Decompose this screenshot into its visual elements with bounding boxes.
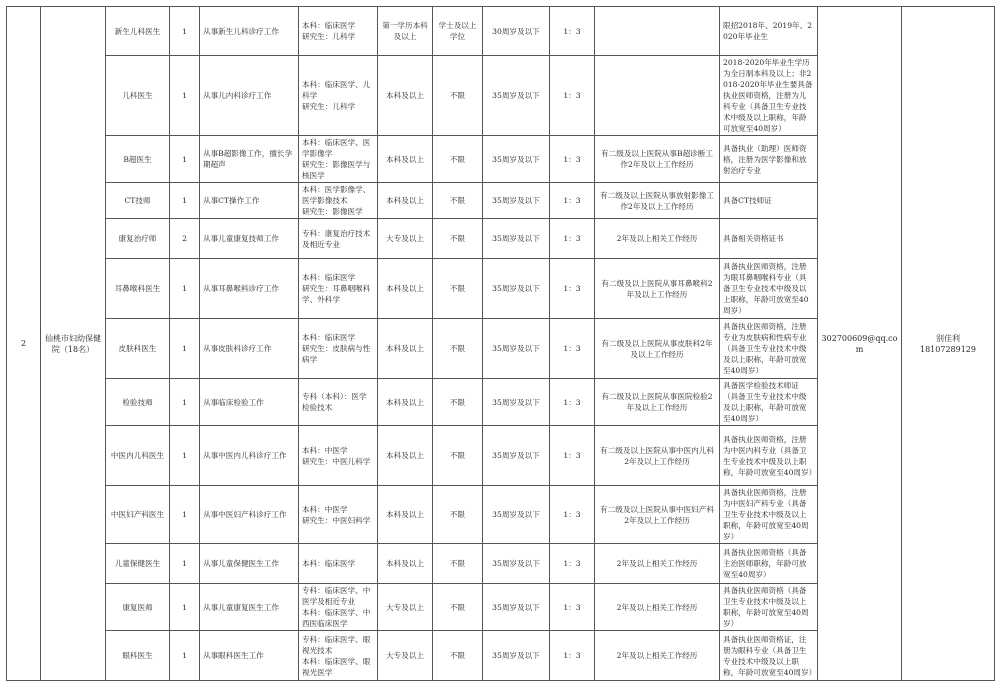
contact-cell: 别佳利 18107289129	[902, 7, 995, 681]
age-cell: 35周岁及以下	[483, 319, 550, 379]
requirement-cell: 具备医学检验技术师证（具备卫生专业技术中级及以上职称，年龄可放宽至40周岁）	[720, 379, 818, 426]
age-cell: 35周岁及以下	[483, 584, 550, 631]
ratio-cell: 1：3	[550, 584, 595, 631]
education-cell: 本科及以上	[378, 183, 433, 219]
requirement-cell: 限招2018年、2019年、2020年毕业生	[720, 7, 818, 56]
post-cell: 皮肤科医生	[106, 319, 170, 379]
experience-cell	[595, 7, 720, 56]
post-cell: 新生儿科医生	[106, 7, 170, 56]
age-cell: 35周岁及以下	[483, 544, 550, 584]
count-cell: 1	[170, 631, 200, 681]
requirement-cell: 具备执业医师资格（具备卫生专业技术中级及以上职称，年龄可放宽至40周岁）	[720, 584, 818, 631]
education-cell: 本科及以上	[378, 319, 433, 379]
age-cell: 35周岁及以下	[483, 136, 550, 183]
age-cell: 30周岁及以下	[483, 7, 550, 56]
duty-cell: 从事儿童康复技师工作	[200, 219, 299, 259]
duty-cell: 从事临床检验工作	[200, 379, 299, 426]
requirement-cell: 具备执业医师资格，注册为眼耳鼻咽喉科专业（具备卫生专业技术中级及以上职称，年龄可放宽至40周岁）	[720, 259, 818, 319]
duty-cell: 从事B超影像工作，擅长孕期超声	[200, 136, 299, 183]
ratio-cell: 1：3	[550, 219, 595, 259]
experience-cell: 2年及以上相关工作经历	[595, 584, 720, 631]
count-cell: 1	[170, 183, 200, 219]
major-cell: 专科：康复治疗技术及相近专业	[299, 219, 378, 259]
requirement-cell: 具备CT技师证	[720, 183, 818, 219]
major-cell: 专科：临床医学、眼视光技术 本科：临床医学、眼视光医学	[299, 631, 378, 681]
major-cell: 本科：中医学 研究生：中医儿科学	[299, 426, 378, 486]
education-cell: 本科及以上	[378, 136, 433, 183]
post-cell: B超医生	[106, 136, 170, 183]
degree-cell: 不限	[433, 56, 483, 136]
duty-cell: 从事儿童保健医生工作	[200, 544, 299, 584]
major-cell: 专科：临床医学、中医学及相近专业 本科：临床医学、中西医临床医学	[299, 584, 378, 631]
table-row	[7, 7, 995, 56]
ratio-cell: 1：3	[550, 136, 595, 183]
count-cell: 1	[170, 379, 200, 426]
education-cell: 大专及以上	[378, 631, 433, 681]
email-cell: 302700609@qq.com	[818, 7, 902, 681]
education-cell: 大专及以上	[378, 219, 433, 259]
degree-cell: 不限	[433, 319, 483, 379]
duty-cell: 从事儿内科诊疗工作	[200, 56, 299, 136]
count-cell: 1	[170, 7, 200, 56]
experience-cell	[595, 56, 720, 136]
duty-cell: 从事儿童康复医生工作	[200, 584, 299, 631]
ratio-cell: 1：3	[550, 183, 595, 219]
post-cell: 中医内儿科医生	[106, 426, 170, 486]
duty-cell: 从事中医妇产科诊疗工作	[200, 486, 299, 544]
post-cell: 眼科医生	[106, 631, 170, 681]
major-cell: 专科（本科）：医学检验技术	[299, 379, 378, 426]
major-cell: 本科：临床医学、儿科学 研究生：儿科学	[299, 56, 378, 136]
requirement-cell: 具备执业（助理）医师资格，注册为医学影像和放射治疗专业	[720, 136, 818, 183]
experience-cell: 有二级及以上医院从事皮肤科2年及以上工作经历	[595, 319, 720, 379]
degree-cell: 不限	[433, 631, 483, 681]
education-cell: 本科及以上	[378, 544, 433, 584]
degree-cell: 不限	[433, 379, 483, 426]
requirement-cell: 具备执业医师资格，注册为中医妇产科专业（具备卫生专业技术中级及以上职称，年龄可放宽至40周岁）	[720, 486, 818, 544]
post-cell: 康复医师	[106, 584, 170, 631]
experience-cell: 有二级及以上医院从事B超诊断工作2年及以上工作经历	[595, 136, 720, 183]
age-cell: 35周岁及以下	[483, 259, 550, 319]
duty-cell: 从事皮肤科诊疗工作	[200, 319, 299, 379]
count-cell: 1	[170, 259, 200, 319]
education-cell: 本科及以上	[378, 56, 433, 136]
duty-cell: 从事CT操作工作	[200, 183, 299, 219]
experience-cell: 有二级及以上医院从事医院检验2年及以上工作经历	[595, 379, 720, 426]
count-cell: 1	[170, 56, 200, 136]
ratio-cell: 1：3	[550, 56, 595, 136]
experience-cell: 有二级及以上医院从事中医内儿科2年及以上工作经历	[595, 426, 720, 486]
requirement-cell: 具备执业医师资格，注册专业为皮肤病和性病专业（具备卫生专业技术中级及以上职称，年龄可放宽至40周岁）	[720, 319, 818, 379]
ratio-cell: 1：3	[550, 426, 595, 486]
post-cell: 耳鼻喉科医生	[106, 259, 170, 319]
requirement-cell: 具备执业医师资格（具备主治医师职称，年龄可放宽至40周岁）	[720, 544, 818, 584]
age-cell: 35周岁及以下	[483, 631, 550, 681]
unit-name-cell: 仙桃市妇幼保健院（18名）	[41, 7, 106, 681]
count-cell: 2	[170, 219, 200, 259]
duty-cell: 从事新生儿科诊疗工作	[200, 7, 299, 56]
experience-cell: 2年及以上相关工作经历	[595, 219, 720, 259]
degree-cell: 不限	[433, 544, 483, 584]
ratio-cell: 1：3	[550, 486, 595, 544]
education-cell: 本科及以上	[378, 486, 433, 544]
ratio-cell: 1：3	[550, 7, 595, 56]
age-cell: 35周岁及以下	[483, 379, 550, 426]
education-cell: 大专及以上	[378, 584, 433, 631]
duty-cell: 从事眼科医生工作	[200, 631, 299, 681]
experience-cell: 2年及以上相关工作经历	[595, 544, 720, 584]
degree-cell: 不限	[433, 259, 483, 319]
experience-cell: 2年及以上相关工作经历	[595, 631, 720, 681]
major-cell: 本科：临床医学 研究生：皮肤病与性病学	[299, 319, 378, 379]
duty-cell: 从事耳鼻喉科诊疗工作	[200, 259, 299, 319]
ratio-cell: 1：3	[550, 319, 595, 379]
group-index-cell: 2	[7, 7, 41, 681]
requirement-cell: 具备相关资格证书	[720, 219, 818, 259]
post-cell: CT技师	[106, 183, 170, 219]
count-cell: 1	[170, 486, 200, 544]
post-cell: 儿科医生	[106, 56, 170, 136]
count-cell: 1	[170, 584, 200, 631]
degree-cell: 不限	[433, 584, 483, 631]
education-cell: 第一学历本科及以上	[378, 7, 433, 56]
age-cell: 35周岁及以下	[483, 426, 550, 486]
count-cell: 1	[170, 544, 200, 584]
age-cell: 35周岁及以下	[483, 486, 550, 544]
major-cell: 本科：中医学 研究生：中医妇科学	[299, 486, 378, 544]
requirement-cell: 具备执业医师资格证，注册为眼科专业（具备卫生专业技术中级及以上职称，年龄可放宽至40周岁）	[720, 631, 818, 681]
count-cell: 1	[170, 319, 200, 379]
post-cell: 康复治疗师	[106, 219, 170, 259]
count-cell: 1	[170, 426, 200, 486]
major-cell: 本科：医学影像学、医学影像技术 研究生：影像医学	[299, 183, 378, 219]
degree-cell: 不限	[433, 426, 483, 486]
duty-cell: 从事中医内儿科诊疗工作	[200, 426, 299, 486]
post-cell: 儿童保健医生	[106, 544, 170, 584]
ratio-cell: 1：3	[550, 544, 595, 584]
major-cell: 本科：临床医学、医学影像学 研究生：影像医学与核医学	[299, 136, 378, 183]
post-cell: 检验技师	[106, 379, 170, 426]
education-cell: 本科及以上	[378, 379, 433, 426]
major-cell: 本科：临床医学 研究生：耳鼻咽喉科学、外科学	[299, 259, 378, 319]
post-cell: 中医妇产科医生	[106, 486, 170, 544]
experience-cell: 有二级及以上医院从事放射影像工作2年及以上工作经历	[595, 183, 720, 219]
requirement-cell: 2018-2020年毕业生学历为全日制本科及以上；非2018-2020年毕业生要具备执业医师资格，注册为儿科专业（具备卫生专业技术中级及以上职称，年龄可放宽至40周岁）	[720, 56, 818, 136]
degree-cell: 不限	[433, 486, 483, 544]
degree-cell: 不限	[433, 136, 483, 183]
education-cell: 本科及以上	[378, 426, 433, 486]
ratio-cell: 1：3	[550, 379, 595, 426]
degree-cell: 不限	[433, 183, 483, 219]
ratio-cell: 1：3	[550, 259, 595, 319]
count-cell: 1	[170, 136, 200, 183]
degree-cell: 不限	[433, 219, 483, 259]
age-cell: 35周岁及以下	[483, 183, 550, 219]
age-cell: 35周岁及以下	[483, 56, 550, 136]
age-cell: 35周岁及以下	[483, 219, 550, 259]
ratio-cell: 1：3	[550, 631, 595, 681]
major-cell: 本科：临床医学 研究生：儿科学	[299, 7, 378, 56]
recruitment-table	[6, 6, 995, 681]
experience-cell: 有二级及以上医院从事中医妇产科2年及以上工作经历	[595, 486, 720, 544]
education-cell: 本科及以上	[378, 259, 433, 319]
major-cell: 本科：临床医学	[299, 544, 378, 584]
degree-cell: 学士及以上学位	[433, 7, 483, 56]
experience-cell: 有二级及以上医院从事耳鼻喉科2年及以上工作经历	[595, 259, 720, 319]
requirement-cell: 具备执业医师资格，注册为中医内科专业（具备卫生专业技术中级及以上职称，年龄可放宽至40周岁）	[720, 426, 818, 486]
